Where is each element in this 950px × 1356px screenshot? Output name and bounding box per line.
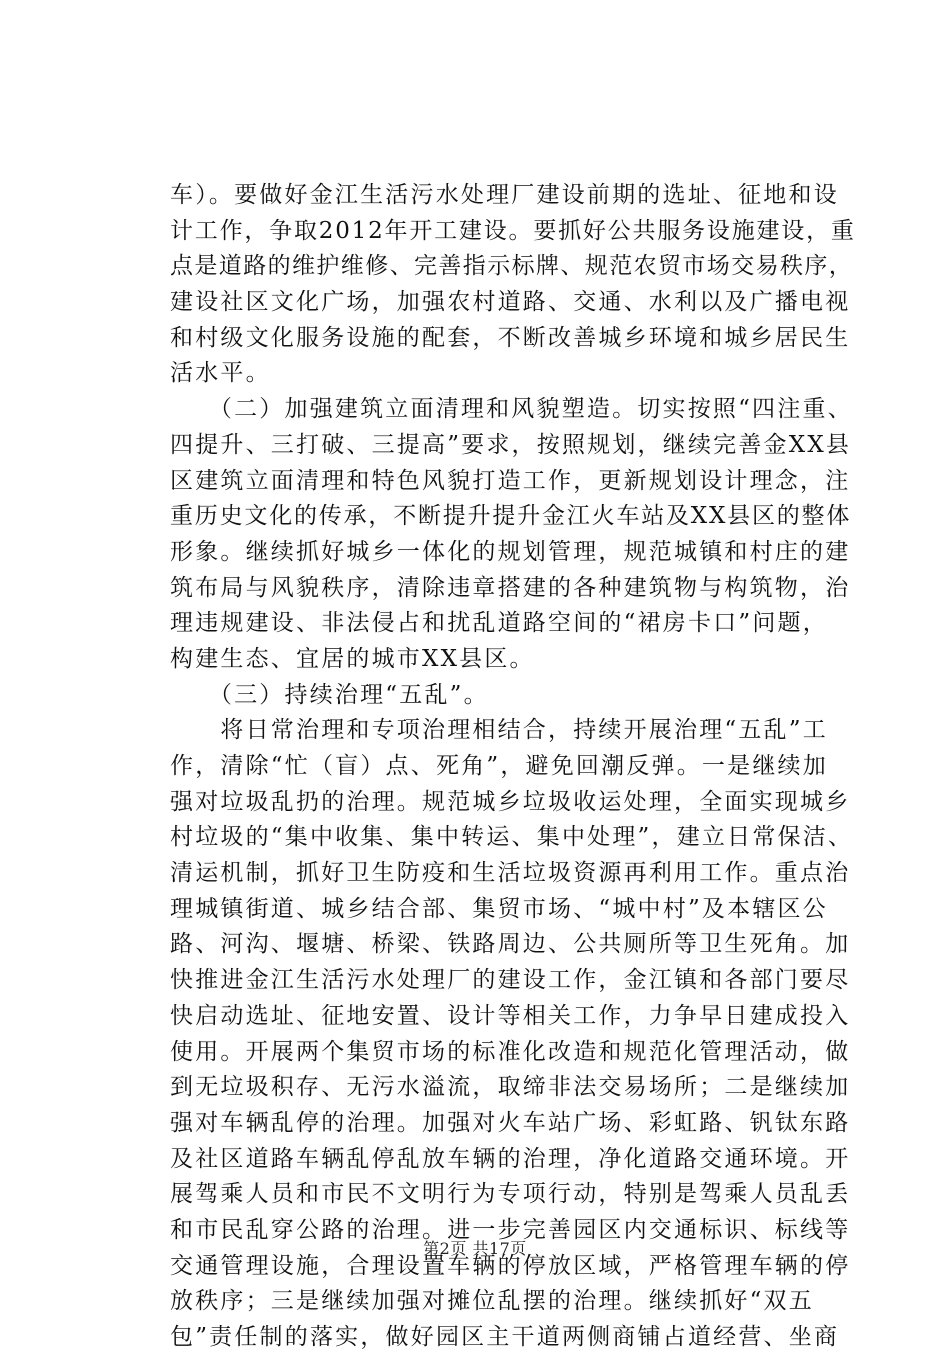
text-line: 强对车辆乱停的治理。加强对火车站广场、彩虹路、钒钛东路 [170,1109,851,1136]
text-line: 包”责任制的落实，做好园区主干道两侧商铺占道经营、坐商 [170,1324,840,1350]
text-line: 和市民乱穿公路的治理。进一步完善园区内交通标识、标线等 [170,1216,851,1243]
text-line: 及社区道路车辆乱停乱放车辆的治理，净化道路交通环境。开 [170,1145,851,1172]
text-line: 和村级文化服务设施的配套，不断改善城乡环境和城乡居民生 [170,324,851,351]
text-line: 理违规建设、非法侵占和扰乱道路空间的“裙房卡口”问题， [170,610,828,637]
text-line: 强对垃圾乱扔的治理。规范城乡垃圾收运处理，全面实现城乡 [170,788,851,815]
text-line: 理城镇街道、城乡结合部、集贸市场、“城中村”及本辖区公 [170,895,828,922]
text-line: 村垃圾的“集中收集、集中转运、集中处理”，建立日常保洁、 [170,824,854,851]
text-line: 构建生态、宜居的城市XX县区。 [170,645,535,672]
text-line: 使用。开展两个集贸市场的标准化改造和规范化管理活动，做 [170,1038,851,1065]
text-line: 重历史文化的传承，不断提升提升金江火车站及XX县区的整体 [170,503,852,530]
text-line: 筑布局与风貌秩序，清除违章搭建的各种建筑物与构筑物，治 [170,574,851,601]
text-line: 放秩序；三是继续加强对摊位乱摆的治理。继续抓好“双五 [170,1288,814,1315]
text-line: 车）。要做好金江生活污水处理厂建设前期的选址、征地和设 [170,182,839,208]
text-line: 快推进金江生活污水处理厂的建设工作，金江镇和各部门要尽 [170,967,851,994]
text-line: （三）持续治理“五乱”。 [170,681,489,708]
text-line: 形象。继续抓好城乡一体化的规划管理，规范城镇和村庄的建 [170,538,851,565]
text-line: 活水平。 [170,360,271,387]
text-line: 将日常治理和专项治理相结合，持续开展治理“五乱”工 [170,717,828,744]
page-footer: 第2页 共17页 [423,1239,527,1258]
body-text [170,178,860,1356]
text-line: 作，清除“忙（盲）点、死角”，避免回潮反弹。一是继续加 [170,753,828,779]
text-line: 点是道路的维护维修、完善指示标牌、规范农贸市场交易秩序， [170,253,854,280]
text-line: 快启动选址、征地安置、设计等相关工作，力争早日建成投入 [170,1002,851,1029]
text-line: 路、河沟、堰塘、桥梁、铁路周边、公共厕所等卫生死角。加 [170,931,851,958]
text-line: 建设社区文化广场，加强农村道路、交通、水利以及广播电视 [170,289,851,316]
text-line: 计工作，争取2012年开工建设。要抓好公共服务设施建设，重 [170,217,856,244]
text-line: 区建筑立面清理和特色风貌打造工作，更新规划设计理念，注 [170,467,851,494]
text-line: （二）加强建筑立面清理和风貌塑造。切实按照“四注重、 [170,396,853,423]
text-line: 交通管理设施，合理设置车辆的停放区域，严格管理车辆的停 [170,1252,851,1279]
text-line: 清运机制，抓好卫生防疫和生活垃圾资源再利用工作。重点治 [170,860,851,887]
text-line: 四提升、三打破、三提高”要求，按照规划，继续完善金XX县 [170,431,852,458]
text-line: 展驾乘人员和市民不文明行为专项行动，特别是驾乘人员乱丢 [170,1181,851,1208]
text-line: 到无垃圾积存、无污水溢流，取缔非法交易场所；二是继续加 [170,1074,851,1101]
